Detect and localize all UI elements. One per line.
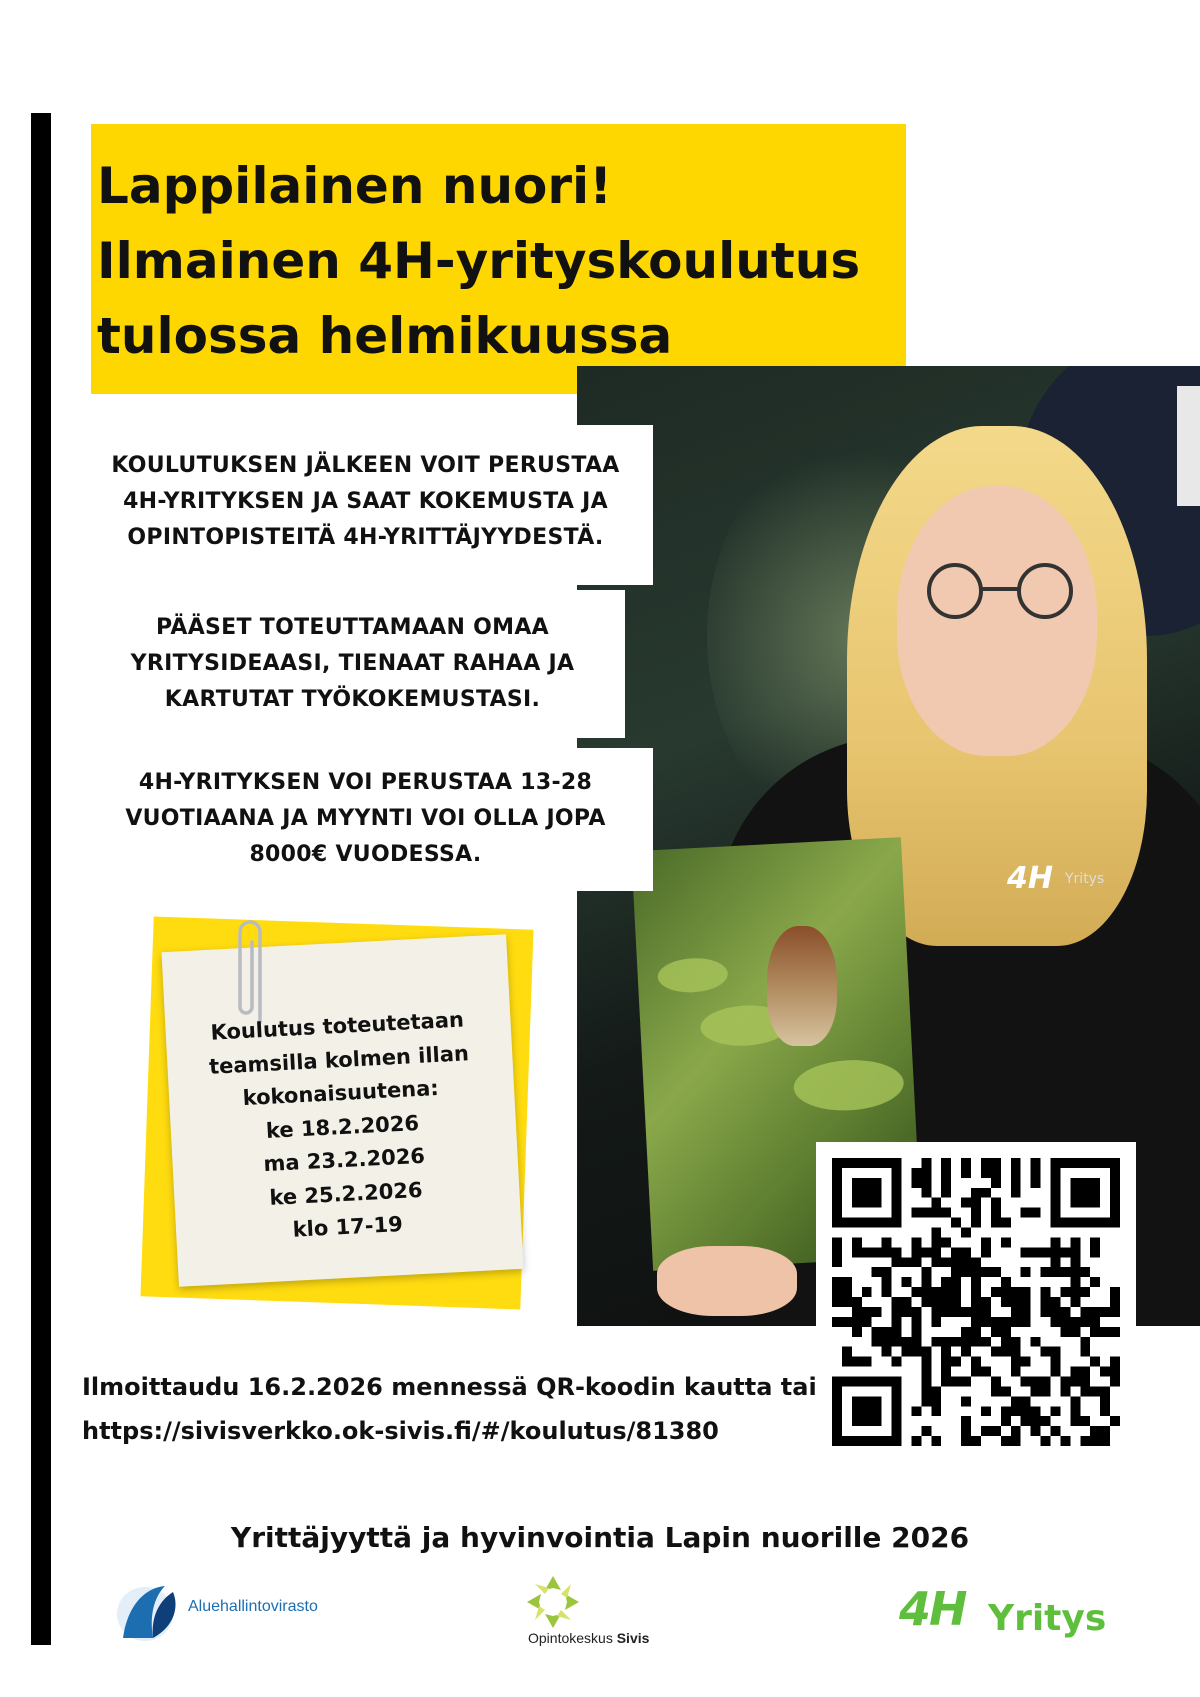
photo-background-sign [1177,386,1200,506]
note-date-2: ma 23.2.2026 [262,1143,426,1177]
glasses-icon [910,561,1090,621]
note-line-1: Koulutus toteutetaan [209,1007,465,1045]
shirt-logo-text: Yritys [1065,871,1105,887]
leaf-shape [793,1057,905,1113]
aluehallintovirasto-logo-text: Aluehallintovirasto [188,1598,318,1615]
aluehallintovirasto-logo-icon [113,1580,183,1644]
note-line-2: teamsilla kolmen illan [208,1040,470,1079]
info-box-1-line-2: 4H-YRITYKSEN JA SAAT KOKEMUSTA JA [123,489,608,514]
left-accent-bar [31,113,51,1645]
headline-line-1: Lappilainen nuori! [97,157,612,215]
info-box-3-line-1: 4H-YRITYKSEN VOI PERUSTAA 13-28 [138,770,593,795]
4h-yritys-logo-text: Yritys [988,1598,1107,1639]
info-box-2 [80,590,625,738]
info-box-1 [78,425,653,585]
qr-code[interactable] [816,1142,1136,1460]
4h-yritys-logo-mark: 4H [899,1582,966,1636]
note-line-3: kokonaisuutena: [242,1075,440,1111]
info-box-2-line-3: KARTUTAT TYÖKOKEMUSTASI. [164,687,541,712]
info-box-3-line-3: 8000€ VUODESSA. [249,842,482,867]
sparrow-icon [767,926,837,1046]
sivis-logo-prefix: Opintokeskus [528,1630,617,1646]
headline-line-2: Ilmainen 4H-yrityskoulutus [97,232,861,290]
photo-person-hand [657,1246,797,1316]
info-box-3-line-2: VUOTIAANA JA MYYNTI VOI OLLA JOPA [125,806,606,831]
leaf-shape [657,956,729,994]
registration-text: Ilmoittaudu 16.2.2026 mennessä QR-koodin kautta tai [82,1373,817,1401]
note-date-3: ke 25.2.2026 [268,1177,424,1210]
qr-code-icon [832,1158,1120,1446]
sivis-logo-bold: Sivis [616,1630,650,1646]
headline-line-3: tulossa helmikuussa [97,307,673,365]
note-time: klo 17-19 [292,1211,404,1242]
info-box-3 [78,748,653,891]
info-box-1-line-3: OPINTOPISTEITÄ 4H-YRITTÄJYYDESTÄ. [127,525,604,550]
info-box-2-line-1: PÄÄSET TOTEUTTAMAAN OMAA [155,615,549,640]
shirt-logo-mark: 4H [1007,861,1053,896]
note-date-1: ke 18.2.2026 [265,1110,420,1143]
schedule-note-text [164,1001,521,1253]
registration-link[interactable]: https://sivisverkko.ok-sivis.fi/#/koulutus/81380 [82,1417,719,1445]
footer-title: Yrittäjyyttä ja hyvinvointia Lapin nuorille 2026 [230,1521,970,1554]
sivis-logo-icon [525,1574,581,1630]
sivis-logo-text [528,1630,649,1646]
info-box-1-line-1: KOULUTUKSEN JÄLKEEN VOIT PERUSTAA [111,453,620,478]
info-box-2-line-2: YRITYSIDEAASI, TIENAAT RAHAA JA [130,651,575,676]
headline-box [91,124,906,394]
photo-person-face [897,486,1097,756]
